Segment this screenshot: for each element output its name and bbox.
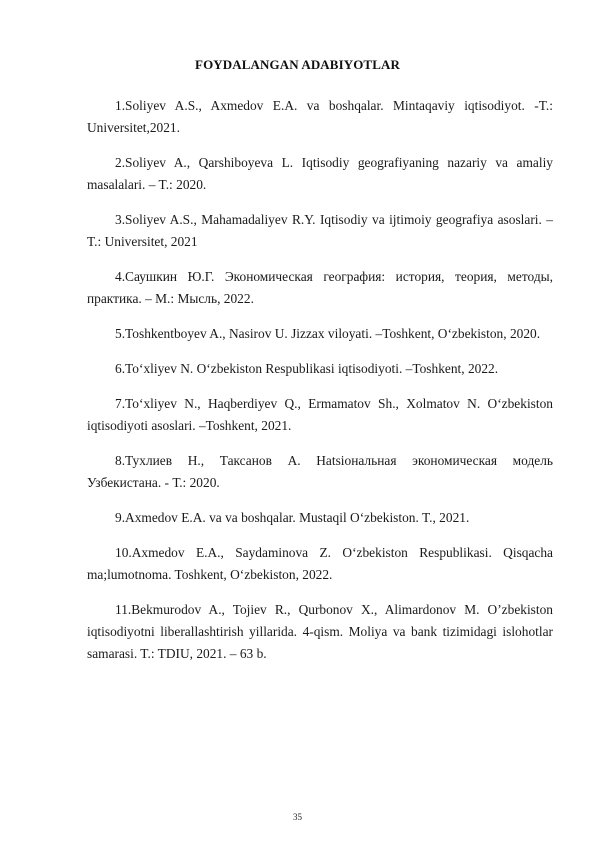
reference-item: 5.Toshkentboyev A., Nasirov U. Jizzax viloyati. –Toshkent, O‘zbekiston, 2020.	[115, 326, 541, 341]
reference-list	[87, 95, 553, 678]
reference-item: 1.Soliyev A.S., Axmedov E.A. va boshqalar. Mintaqaviy iqtisodiyot. -T.: Universitet,2021.	[87, 98, 553, 135]
reference-item: 7.To‘xliyev N., Haqberdiyev Q., Ermamatov Sh., Xolmatov N. O‘zbekiston iqtisodiyoti asoslari. –Toshkent, 2021.	[87, 396, 553, 433]
reference-item: 11.Bekmurodov A., Tojiev R., Qurbonov X., Alimardonov M. O’zbekiston iqtisodiyotni liberallashtirish yillarida. 4-qism. Moliya va bank tizimidagi islohotlar samarasi. T.: TDIU, 2021. – 63 b.	[87, 602, 553, 661]
page-title: FOYDALANGAN ADABIYOTLAR	[195, 57, 400, 72]
reference-item: 2.Soliyev A., Qarshiboyeva L. Iqtisodiy geografiyaning nazariy va amaliy masalalari. – T.: 2020.	[87, 155, 553, 192]
reference-item: 6.To‘xliyev N. O‘zbekiston Respublikasi iqtisodiyoti. –Toshkent, 2022.	[115, 361, 499, 376]
page-number: 35	[293, 812, 302, 822]
reference-item: 3.Soliyev A.S., Mahamadaliyev R.Y. Iqtisodiy va ijtimoiy geografiya asoslari. –T.: Universitet, 2021	[87, 212, 553, 249]
reference-item: 8.Тухлиев Н., Таксанов А. Hatsioнальная экономическая модель Узбекистана. - Т.: 2020.	[87, 453, 553, 490]
reference-item: 9.Axmedov E.A. va va boshqalar. Mustaqil O‘zbekiston. T., 2021.	[115, 510, 470, 525]
reference-item: 10.Axmedov E.A., Saydaminova Z. O‘zbekiston Respublikasi. Qisqacha ma;lumotnoma. Toshkent, O‘zbekiston, 2022.	[87, 545, 553, 582]
reference-item: 4.Саушкин Ю.Г. Экономическая география: история, теория, методы, практика. – М.: Мысль, 2022.	[87, 269, 553, 306]
